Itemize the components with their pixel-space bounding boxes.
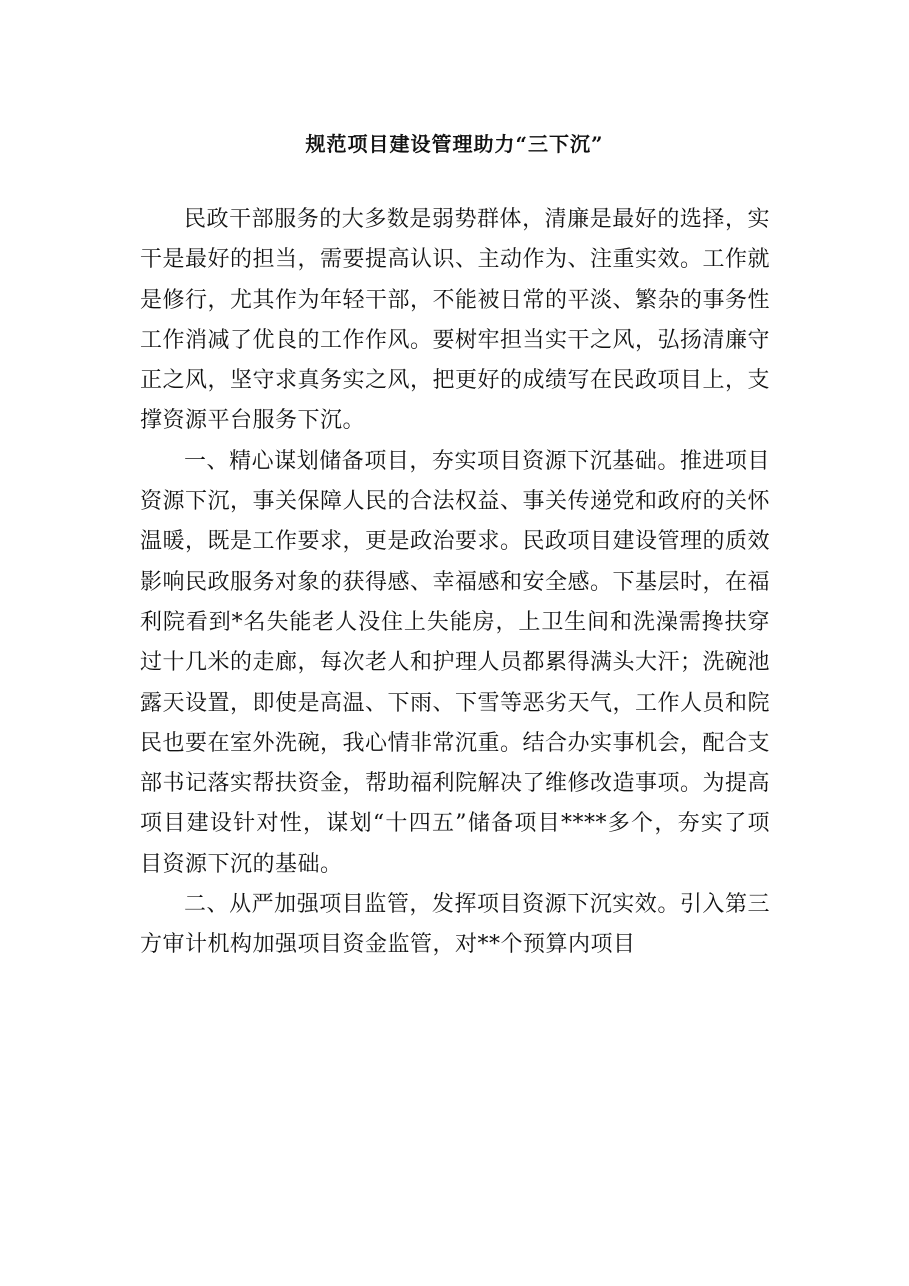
paragraph-section-two: 二、从严加强项目监管，发挥项目资源下沉实效。引入第三方审计机构加强项目资金监管，对**个预算内项目: [140, 892, 770, 958]
document-title: 规范项目建设管理助力“三下沉”: [305, 132, 604, 156]
paragraph-section-one: 一、精心谋划储备项目，夯实项目资源下沉基础。推进项目资源下沉，事关保障人民的合法权益、事关传递党和政府的关怀温暖，既是工作要求，更是政治要求。民政项目建设管理的质效影响民政服务对象的获得感、幸福感和安全感。下基层时，在福利院看到*名失能老人没住上失能房，上卫生间和洗澡需搀扶穿过十几米的走廊，每次老人和护理人员都累得满头大汗；洗碗池露天设置，即使是高温、下雨、下雪等恶劣天气，工作人员和院民也要在室外洗碗，我心情非常沉重。结合办实事机会，配合支部书记落实帮扶资金，帮助福利院解决了维修改造事项。为提高项目建设针对性，谋划“十四五”储备项目****多个，夯实了项目资源下沉的基础。: [140, 448, 771, 877]
paragraph-intro: 民政干部服务的大多数是弱势群体，清廉是最好的选择，实干是最好的担当，需要提高认识、主动作为、注重实效。工作就是修行，尤其作为年轻干部，不能被日常的平淡、繁杂的事务性工作消减了优良的工作作风。要树牢担当实干之风，弘扬清廉守正之风，坚守求真务实之风，把更好的成绩写在民政项目上，支撑资源平台服务下沉。: [140, 207, 771, 434]
document-body: [140, 200, 770, 966]
